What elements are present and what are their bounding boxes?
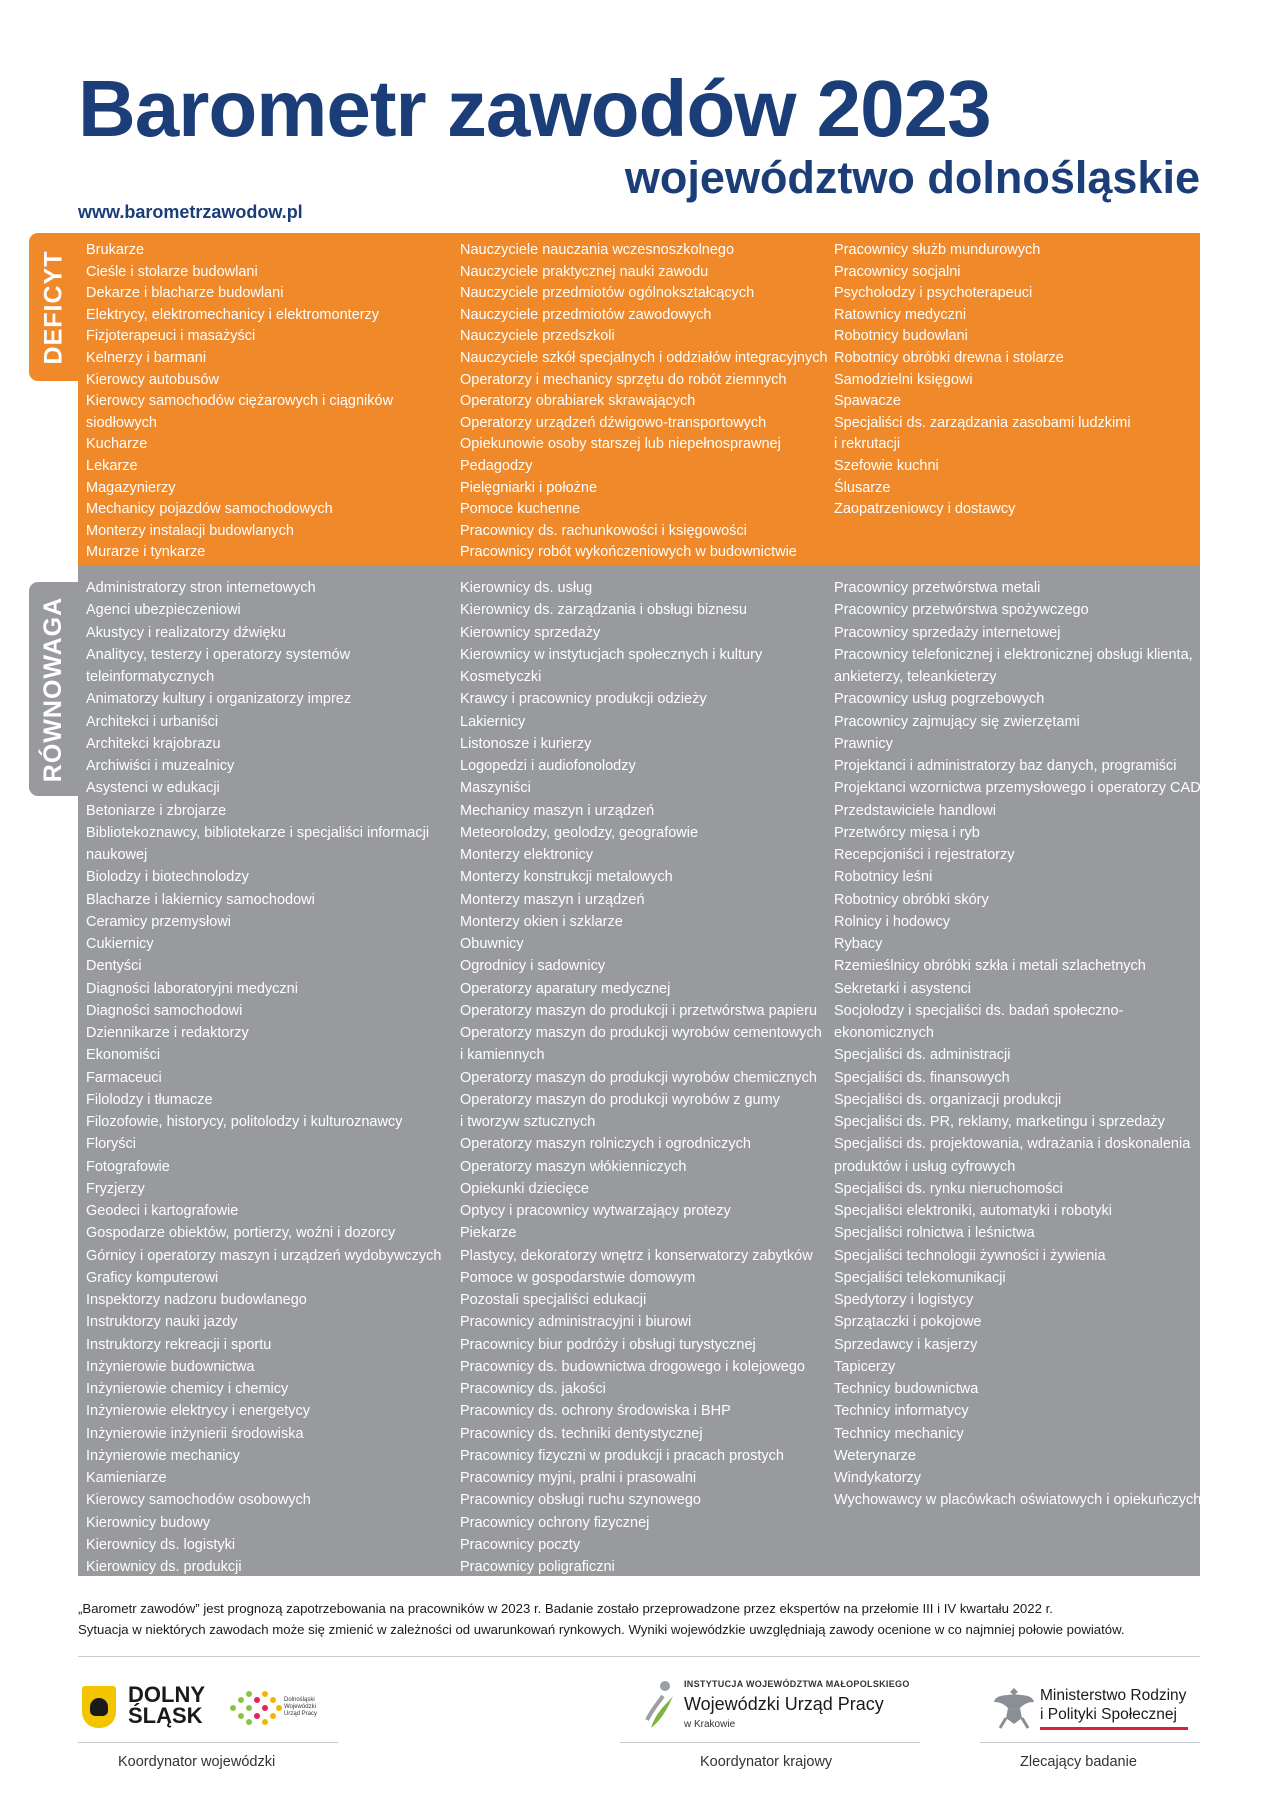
occupation-item: Pracownicy poczty (460, 1536, 581, 1553)
rownowaga-label: RÓWNOWAGA (39, 596, 67, 782)
occupation-item: i kamiennych (460, 1047, 545, 1064)
occupation-item: Pomoce w gospodarstwie domowym (460, 1269, 696, 1286)
occupation-item: Kierownicy ds. produkcji (86, 1559, 242, 1575)
occupation-item: Gospodarze obiektów, portierzy, woźni i dozorcy (86, 1225, 396, 1242)
occupation-item: Kierownicy sprzedaży (460, 624, 601, 641)
occupation-item: Floryści (86, 1136, 136, 1153)
occupation-item: Ceramicy przemysłowi (86, 913, 232, 930)
occupation-item: Cieśle i stolarze budowlani (86, 263, 258, 280)
occupation-item: Geodeci i kartografowie (86, 1203, 239, 1219)
occupation-item: Listonosze i kurierzy (460, 735, 592, 752)
rownowaga-column-3 (834, 577, 1209, 1512)
occupation-item: Monterzy okien i szklarze (460, 913, 623, 930)
occupation-item: Pracownicy telefonicznej i elektronicznej obsługi klienta, (834, 646, 1193, 663)
occupation-item: Psycholodzy i psychoterapeuci (834, 285, 1033, 302)
occupation-item: Meteorolodzy, geolodzy, geografowie (460, 824, 699, 841)
occupation-item: Weterynarze (834, 1447, 916, 1464)
occupation-item: Projektanci i administratorzy baz danych, programiści (834, 758, 1177, 774)
occupation-item: Farmaceuci (86, 1069, 162, 1086)
occupation-item: Diagności laboratoryjni medyczni (86, 980, 298, 997)
occupation-item: Ekonomiści (86, 1047, 161, 1064)
occupation-item: Kierownicy ds. zarządzania i obsługi biznesu (460, 602, 747, 619)
wup-name: Wojewódzki Urząd Pracy (684, 1694, 884, 1714)
occupation-item: Kierownicy ds. usług (460, 580, 593, 596)
occupation-item: Krawcy i pracownicy produkcji odzieży (460, 691, 707, 708)
occupation-item: Specjaliści ds. PR, reklamy, marketingu i sprzedaży (834, 1114, 1165, 1130)
occupation-item: Specjaliści ds. projektowania, wdrażania i doskonalenia (834, 1136, 1191, 1153)
occupation-item: Opiekunowie osoby starszej lub niepełnosprawnej (460, 436, 781, 453)
occupation-item: Kierowcy autobusów (86, 371, 219, 388)
divider (78, 1656, 1200, 1657)
wup-figure-icon (645, 1680, 675, 1732)
occupation-item: Opiekunki dziecięce (460, 1180, 589, 1197)
deficyt-column-2 (460, 240, 835, 564)
occupation-item: Pracownicy usług pogrzebowych (834, 691, 1045, 708)
role-left: Koordynator wojewódzki (118, 1754, 276, 1770)
deficyt-column-3 (834, 240, 1209, 521)
occupation-item: Instruktorzy nauki jazdy (86, 1314, 238, 1331)
occupation-item: Operatorzy aparatury medycznej (460, 980, 671, 997)
occupation-item: Nauczyciele przedmiotów ogólnokształcących (460, 285, 755, 302)
occupation-item: Kamieniarze (86, 1470, 167, 1486)
occupation-item: Przedstawiciele handlowi (834, 802, 996, 819)
occupation-item: Pracownicy przetwórstwa spożywczego (834, 602, 1089, 619)
occupation-item: Wychowawcy w placówkach oświatowych i opiekuńczych (834, 1492, 1202, 1509)
occupation-item: Specjaliści ds. finansowych (834, 1069, 1010, 1086)
occupation-item: Ślusarze (834, 479, 891, 496)
occupation-item: Specjaliści elektroniki, automatyki i robotyki (834, 1203, 1113, 1219)
occupation-item: Diagności samochodowi (86, 1002, 243, 1019)
occupation-item: Logopedzi i audiofonolodzy (460, 758, 636, 774)
occupation-item: Operatorzy maszyn rolniczych i ogrodniczych (460, 1136, 751, 1153)
occupation-item: Plastycy, dekoratorzy wnętrz i konserwatorzy zabytków (460, 1247, 813, 1264)
occupation-item: Pracownicy przetwórstwa metali (834, 580, 1041, 596)
occupation-item: Pozostali specjaliści edukacji (460, 1292, 647, 1308)
occupation-item: Akustycy i realizatorzy dźwięku (86, 624, 286, 641)
occupation-item: Filolodzy i tłumacze (86, 1091, 213, 1108)
rownowaga-column-1 (86, 577, 461, 1578)
occupation-item: Pracownicy myjni, pralni i prasowalni (460, 1470, 697, 1486)
website-link[interactable]: www.barometrzawodow.pl (78, 202, 303, 222)
ministry-line-2: i Polityki Społecznej (1040, 1706, 1177, 1723)
dolny-slask-crest-icon (82, 1686, 116, 1728)
occupation-item: Archiwiści i muzealnicy (86, 758, 235, 774)
occupation-item: Kierowcy samochodów osobowych (86, 1492, 311, 1509)
occupation-item: Pracownicy biur podróży i obsługi turystycznej (460, 1336, 756, 1353)
polish-eagle-icon (992, 1684, 1036, 1730)
occupation-item: Pracownicy robót wykończeniowych w budownictwie (460, 544, 797, 561)
occupation-item: Sekretarki i asystenci (834, 980, 971, 997)
occupation-item: Robotnicy obróbki drewna i stolarze (834, 349, 1064, 366)
occupation-item: Filozofowie, historycy, politolodzy i kulturoznawcy (86, 1114, 403, 1130)
occupation-item: Brukarze (86, 242, 145, 258)
occupation-item: Robotnicy obróbki skóry (834, 891, 989, 908)
occupation-item: Instruktorzy rekreacji i sportu (86, 1336, 272, 1353)
occupation-item: Monterzy maszyn i urządzeń (460, 891, 645, 908)
occupation-item: Specjaliści telekomunikacji (834, 1269, 1006, 1286)
occupation-item: naukowej (86, 847, 148, 863)
divider-center (620, 1742, 920, 1743)
occupation-item: Rzemieślnicy obróbki szkła i metali szlachetnych (834, 958, 1146, 975)
occupation-item: Pracownicy ds. budownictwa drogowego i kolejowego (460, 1358, 805, 1375)
occupation-item: Sprzedawcy i kasjerzy (834, 1336, 978, 1353)
occupation-item: Cukiernicy (86, 936, 154, 952)
occupation-item: Kierownicy w instytucjach społecznych i kultury (460, 646, 763, 663)
occupation-item: Pracownicy ds. techniki dentystycznej (460, 1425, 703, 1442)
occupation-item: ekonomicznych (834, 1025, 934, 1041)
occupation-item: Biolodzy i biotechnolodzy (86, 869, 249, 886)
deficyt-label: DEFICYT (39, 250, 68, 364)
occupation-item: Monterzy konstrukcji metalowych (460, 869, 673, 886)
occupation-item: Rybacy (834, 936, 883, 952)
occupation-item: Kierownicy budowy (86, 1514, 211, 1531)
occupation-item: Nauczyciele szkół specjalnych i oddziałów integracyjnych (460, 349, 828, 366)
occupation-item: Robotnicy leśni (834, 869, 933, 886)
occupation-item: Projektanci wzornictwa przemysłowego i operatorzy CAD (834, 780, 1201, 797)
occupation-item: Prawnicy (834, 735, 893, 752)
rownowaga-column-2 (460, 577, 835, 1578)
dwup-dots-icon (227, 1688, 283, 1728)
occupation-item: Mechanicy maszyn i urządzeń (460, 802, 655, 819)
occupation-item: Mechanicy pojazdów samochodowych (86, 501, 333, 518)
occupation-item: Spawacze (834, 393, 901, 410)
role-right: Zlecający badanie (1020, 1754, 1137, 1770)
occupation-item: Nauczyciele praktycznej nauki zawodu (460, 263, 709, 280)
occupation-item: Inspektorzy nadzoru budowlanego (86, 1292, 307, 1308)
occupation-item: Pracownicy zajmujący się zwierzętami (834, 713, 1080, 730)
occupation-item: Operatorzy i mechanicy sprzętu do robót ziemnych (460, 371, 787, 388)
rownowaga-tab (29, 582, 78, 796)
occupation-item: Pracownicy poligraficzni (460, 1559, 615, 1575)
occupation-item: i tworzyw sztucznych (460, 1114, 596, 1130)
occupation-item: Pracownicy fizyczni w produkcji i pracach prostych (460, 1447, 784, 1464)
occupation-item: Inżynierowie inżynierii środowiska (86, 1425, 304, 1442)
occupation-item: Dekarze i blacharze budowlani (86, 285, 284, 302)
dwup-logo-text (284, 1697, 334, 1718)
occupation-item: Pomoce kuchenne (460, 501, 581, 518)
occupation-item: Magazynierzy (86, 479, 176, 496)
occupation-item: i rekrutacji (834, 436, 901, 453)
occupation-item: Specjaliści ds. zarządzania zasobami ludzkimi (834, 414, 1131, 431)
occupation-item: Specjaliści ds. administracji (834, 1047, 1011, 1064)
occupation-item: Operatorzy maszyn do produkcji i przetwórstwa papieru (460, 1002, 818, 1019)
occupation-item: Ogrodnicy i sadownicy (460, 958, 606, 975)
deficyt-tab (29, 233, 78, 381)
occupation-item: Inżynierowie chemicy i chemicy (86, 1381, 289, 1397)
occupation-item: Zaopatrzeniowcy i dostawcy (834, 501, 1016, 518)
occupation-item: Ratownicy medyczni (834, 306, 967, 323)
deficyt-column-1 (86, 240, 461, 564)
wup-city: w Krakowie (684, 1719, 736, 1730)
occupation-item: Inżynierowie budownictwa (86, 1358, 255, 1375)
occupation-item: Operatorzy obrabiarek skrawających (460, 393, 696, 410)
dwup-line-1: Dolnośląski (284, 1697, 315, 1703)
occupation-item: Technicy mechanicy (834, 1425, 964, 1442)
occupation-item: teleinformatycznych (86, 669, 215, 685)
wup-institution: INSTYTUCJA WOJEWÓDZTWA MAŁOPOLSKIEGO (684, 1679, 910, 1689)
occupation-item: Monterzy elektronicy (460, 847, 593, 863)
ministry-line-1: Ministerstwo Rodziny (1040, 1687, 1187, 1704)
occupation-item: Pracownicy socjalni (834, 263, 961, 280)
occupation-item: Operatorzy urządzeń dźwigowo-transportowych (460, 414, 767, 431)
occupation-item: Fotografowie (86, 1158, 170, 1175)
occupation-item: Spedytorzy i logistycy (834, 1292, 974, 1308)
occupation-item: Kierowcy samochodów ciężarowych i ciągników (86, 393, 394, 410)
occupation-item: Kelnerzy i barmani (86, 349, 207, 366)
occupation-item: Agenci ubezpieczeniowi (86, 602, 241, 619)
occupation-item: Nauczyciele przedmiotów zawodowych (460, 306, 712, 323)
occupation-item: Specjaliści rolnictwa i leśnictwa (834, 1225, 1035, 1242)
occupation-item: Pielęgniarki i położne (460, 479, 598, 496)
occupation-item: Nauczyciele nauczania wczesnoszkolnego (460, 242, 735, 258)
occupation-item: Specjaliści ds. organizacji produkcji (834, 1091, 1062, 1108)
occupation-item: Kucharze (86, 436, 148, 453)
occupation-item: Pracownicy obsługi ruchu szynowego (460, 1492, 701, 1509)
divider-left (78, 1742, 338, 1743)
occupation-item: Operatorzy maszyn do produkcji wyrobów chemicznych (460, 1069, 817, 1086)
occupation-item: Pracownicy sprzedaży internetowej (834, 624, 1061, 641)
occupation-item: Administratorzy stron internetowych (86, 580, 316, 596)
occupation-item: Przetwórcy mięsa i ryb (834, 824, 980, 841)
occupation-item: Architekci krajobrazu (86, 735, 221, 752)
occupation-item: Architekci i urbaniści (86, 713, 219, 730)
occupation-item: Górnicy i operatorzy maszyn i urządzeń wydobywczych (86, 1247, 442, 1264)
occupation-item: Rolnicy i hodowcy (834, 913, 951, 930)
occupation-item: Specjaliści ds. rynku nieruchomości (834, 1180, 1063, 1197)
occupation-item: Fizjoterapeuci i masażyści (86, 328, 256, 345)
divider-right (980, 1742, 1200, 1743)
occupation-item: Technicy budownictwa (834, 1381, 979, 1397)
occupation-item: Pedagodzy (460, 457, 533, 474)
occupation-item: Pracownicy ds. jakości (460, 1381, 606, 1397)
occupation-item: Sprzątaczki i pokojowe (834, 1314, 982, 1331)
occupation-item: Murarze i tynkarze (86, 544, 206, 561)
occupation-item: Pracownicy ochrony fizycznej (460, 1514, 650, 1531)
occupation-item: Kierownicy ds. logistyki (86, 1536, 236, 1553)
occupation-item: Elektrycy, elektromechanicy i elektromonterzy (86, 306, 380, 323)
occupation-item: Pracownicy administracyjni i biurowi (460, 1314, 692, 1331)
occupation-item: Piekarze (460, 1225, 517, 1242)
occupation-item: Animatorzy kultury i organizatorzy imprez (86, 691, 352, 708)
occupation-item: Pracownicy ds. ochrony środowiska i BHP (460, 1403, 731, 1420)
occupation-item: Inżynierowie mechanicy (86, 1447, 240, 1464)
occupation-item: Specjaliści technologii żywności i żywienia (834, 1247, 1106, 1264)
occupation-item: Operatorzy maszyn do produkcji wyrobów cementowych (460, 1025, 822, 1041)
occupation-item: Nauczyciele przedszkoli (460, 328, 615, 345)
occupation-item: Dentyści (86, 958, 142, 975)
occupation-item: Analitycy, testerzy i operatorzy systemów (86, 646, 351, 663)
dolny-slask-line-1: DOLNY (128, 1682, 205, 1707)
occupation-item: Socjolodzy i specjaliści ds. badań społeczno- (834, 1002, 1124, 1019)
occupation-item: Robotnicy budowlani (834, 328, 968, 345)
occupation-item: Blacharze i lakiernicy samochodowi (86, 891, 315, 908)
dolny-slask-line-2: ŚLĄSK (128, 1703, 203, 1728)
occupation-item: Asystenci w edukacji (86, 780, 220, 797)
role-center: Koordynator krajowy (700, 1754, 833, 1770)
occupation-item: Optycy i pracownicy wytwarzający protezy (460, 1203, 731, 1219)
occupation-item: Monterzy instalacji budowlanych (86, 522, 294, 539)
dwup-line-3: Urząd Pracy (284, 1711, 318, 1717)
occupation-item: Fryzjerzy (86, 1180, 145, 1197)
occupation-item: Operatorzy maszyn do produkcji wyrobów z gumy (460, 1091, 780, 1108)
ministry-logo-text (1040, 1686, 1186, 1724)
occupation-item: Inżynierowie elektrycy i energetycy (86, 1403, 311, 1420)
region-subtitle: województwo dolnośląskie (624, 152, 1200, 203)
occupation-item: Betoniarze i zbrojarze (86, 802, 227, 819)
dolny-slask-logo (128, 1684, 205, 1726)
occupation-item: Dziennikarze i redaktorzy (86, 1025, 249, 1041)
ministry-red-bar (1040, 1727, 1188, 1730)
occupation-item: Kosmetyczki (460, 669, 542, 685)
occupation-item: Pracownicy ds. rachunkowości i księgowości (460, 522, 747, 539)
footnote-line-2: Sytuacja w niektórych zawodach może się zmienić w zależności od uwarunkowań rynkowych. Wyniki wojewódzkie uwzględniają zawody ocenione w co najmniej połowie powiatów. (78, 1622, 1125, 1637)
occupation-item: Pracownicy służb mundurowych (834, 242, 1041, 258)
occupation-item: Technicy informatycy (834, 1403, 969, 1420)
occupation-item: Recepcjoniści i rejestratorzy (834, 847, 1015, 863)
occupation-item: produktów i usług cyfrowych (834, 1158, 1016, 1175)
page-title: Barometr zawodów 2023 (78, 64, 991, 153)
occupation-item: Samodzielni księgowi (834, 371, 973, 388)
occupation-item: siodłowych (86, 414, 157, 431)
occupation-item: ankieterzy, teleankieterzy (834, 669, 997, 685)
footnote (78, 1598, 1200, 1640)
occupation-item: Maszyniści (460, 780, 531, 797)
dwup-line-2: Wojewódzki (284, 1704, 316, 1710)
occupation-item: Obuwnicy (460, 936, 524, 952)
occupation-item: Windykatorzy (834, 1470, 922, 1486)
occupation-item: Bibliotekoznawcy, bibliotekarze i specjaliści informacji (86, 824, 430, 841)
footnote-line-1: „Barometr zawodów” jest prognozą zapotrzebowania na pracowników w 2023 r. Badanie zostało przeprowadzone przez ekspertów na przełomie III i IV kwartału 2022 r. (78, 1601, 1053, 1616)
occupation-item: Graficy komputerowi (86, 1269, 219, 1286)
occupation-item: Tapicerzy (834, 1358, 896, 1375)
occupation-item: Lekarze (86, 457, 138, 474)
occupation-item: Szefowie kuchni (834, 457, 939, 474)
occupation-item: Lakiernicy (460, 713, 526, 730)
occupation-item: Operatorzy maszyn włókienniczych (460, 1158, 687, 1175)
